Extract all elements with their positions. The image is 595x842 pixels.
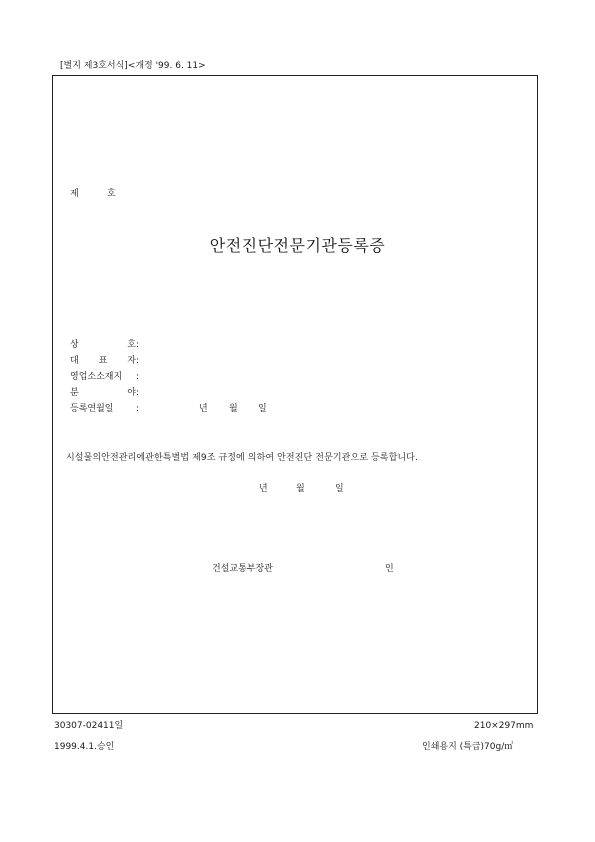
number-label-ho: 호	[107, 189, 116, 199]
number-label-je: 제	[70, 189, 79, 199]
issue-date-year: 년	[259, 484, 268, 494]
field-colon: :	[136, 404, 140, 414]
field-colon: :	[136, 388, 140, 398]
footer-approval: 1999.4.1.승인	[54, 742, 115, 752]
reg-date-day: 일	[258, 404, 267, 414]
issue-date-month: 월	[296, 484, 305, 494]
footer-form-code: 30307-02411일	[54, 721, 124, 731]
registration-statement: 시설물의안전관리에관한특별법 제9조 규정에 의하여 안전진단 전문기관으로 등록합니다.	[66, 453, 418, 463]
issue-date-day: 일	[335, 484, 344, 494]
form-header-note: [별지 제3호서식]<개정 '99. 6. 11>	[60, 61, 206, 71]
field-label-field: 분 야	[70, 388, 136, 398]
field-colon: :	[136, 356, 140, 366]
field-label-registration-date: 등록연월일	[70, 404, 114, 414]
reg-date-year: 년	[199, 404, 208, 414]
field-label-office-address: 영업소소재지	[70, 372, 123, 382]
footer-paper-size: 210×297mm	[474, 721, 534, 731]
field-label-representative: 대 표 자	[70, 356, 136, 366]
footer-paper-spec: 인쇄용지 (특급)70g/㎡	[422, 742, 514, 752]
field-colon: :	[136, 340, 140, 350]
reg-date-month: 월	[229, 404, 238, 414]
certificate-title: 안전진단전문기관등록증	[209, 236, 386, 255]
seal-mark: 인	[385, 564, 394, 574]
field-label-trade-name: 상 호	[70, 340, 136, 350]
issuer-name: 건설교통부장관	[212, 564, 273, 574]
field-colon: :	[136, 372, 140, 382]
